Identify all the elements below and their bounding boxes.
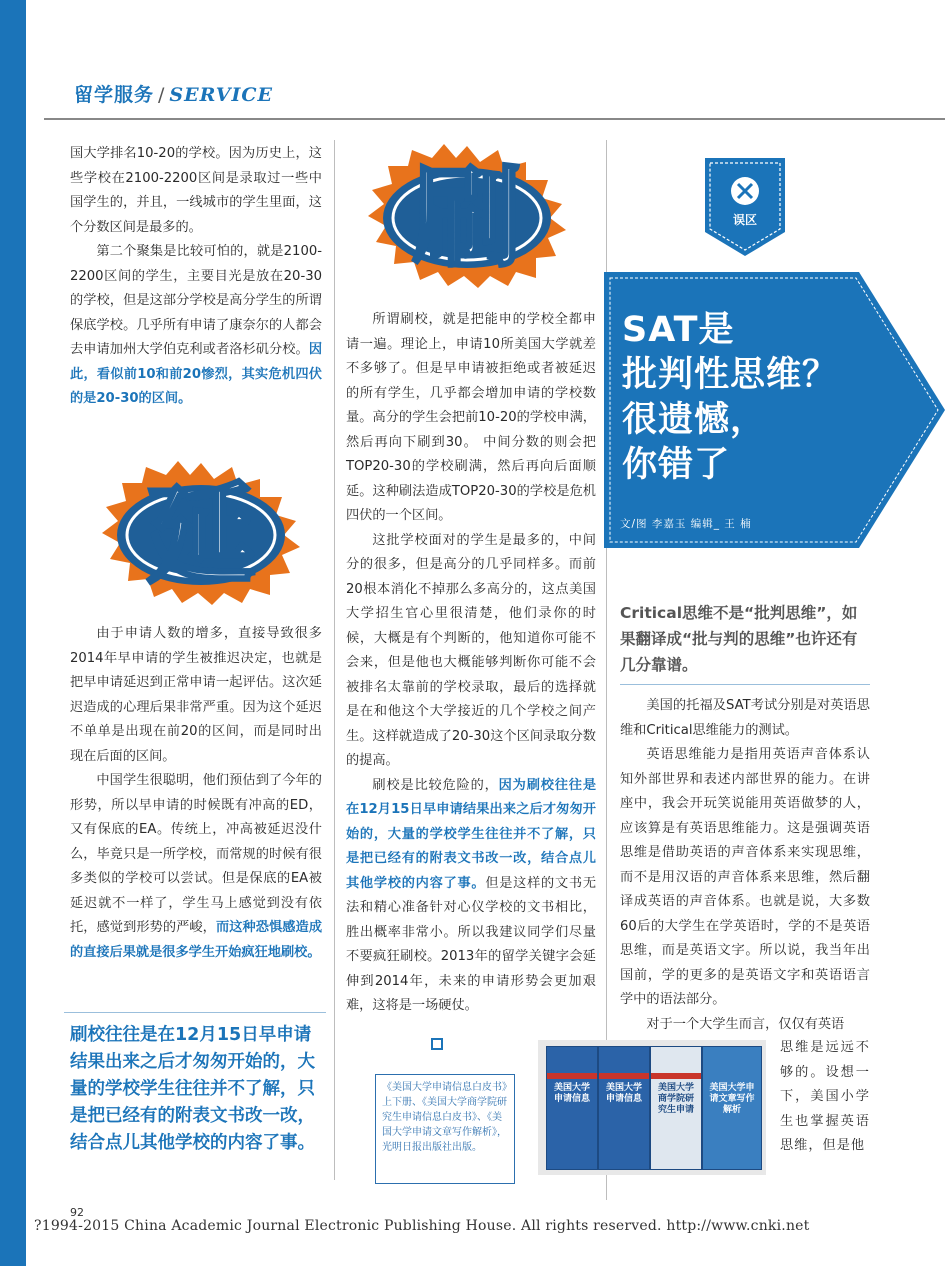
col1-p2-highlight: 因此，看似前10和前20惨烈，其实危机四伏的是20-30的区间。 [70, 342, 322, 406]
pull-quote: 刷校往往是在12月15日早申请结果出来之后才匆匆开始的，大量的学校学生往往并不了解，只是把已经有的附表文书改一改，结合点儿其他学校的内容了事。 [70, 1025, 315, 1153]
book-4 [702, 1046, 762, 1170]
title-line-3: 很遗憾， [622, 400, 767, 440]
book-4-title: 美国大学申请文章写作解析 [709, 1083, 755, 1115]
book-2-title: 美国大学申请信息 [605, 1083, 642, 1104]
col2-paragraph-2: 这批学校面对的学生是最多的，中间分的很多，但是高分的几乎同样多。而前20根本消化不掉那么多高分的，这点美国大学招生官心里很清楚，他们录你的时候，大概是有个判断的，他知道你可能不会来，但是他也大概能够判断你可能不会被排名太靠前的学校录取，最后的选择就是在和他这个大学接近的几个学校之间产生。这样就造成了20-30这个区间录取分数的提高。 [346, 532, 596, 768]
byline: 文/图 李嘉玉 编辑_ 王 楠 [620, 518, 752, 530]
shua-starburst-graphic [352, 138, 582, 288]
col1-paragraph-1: 国大学排名10-20的学校。因为历史上，这些学校在2100-2200区间是录取过一些中国学生的，并且，一线城市的学生里面，这个分数区间是最多的。 [70, 146, 322, 235]
column-3-narrow [780, 1036, 870, 1159]
book-3-title: 美国大学商学院研究生申请 [657, 1083, 694, 1115]
badge-label: 误区 [732, 213, 758, 227]
yan-starburst [86, 455, 316, 605]
book-2-stripe [599, 1073, 649, 1079]
column-3 [620, 694, 870, 1037]
book-3-stripe [651, 1073, 701, 1079]
pull-quote-rule [64, 1012, 326, 1013]
title-line-4: 你错了 [622, 445, 731, 485]
books-photo [538, 1040, 766, 1175]
column-1-bottom [70, 622, 322, 965]
section-title-cn: 留学服务 [74, 84, 155, 106]
header-rule [44, 118, 945, 120]
col3-paragraph-3-cont: 思维是远远不够的。设想一下，美国小学生也掌握英语思维，但是他 [780, 1040, 870, 1153]
yan-starburst-graphic [86, 455, 316, 605]
col2-paragraph-3 [346, 774, 596, 1019]
book-2 [598, 1046, 650, 1170]
lead-paragraph: Critical思维不是“批判思维”，如果翻译成“批与判的思维”也许还有几分靠谱。 [620, 604, 858, 674]
col2-p3-text-b: 但是这样的文书无法和精心准备针对心仪学校的文书相比，胜出概率非常小。所以我建议同学们尽量不要疯狂刷校。2013年的留学关键字会延伸到2014年，未来的申请形势会更加艰难，这将是一场硬仗。 [346, 875, 597, 1013]
col2-p3-highlight: 因为刷校往往是在12月15日早申请结果出来之后才匆匆开始的，大量的学校学生往往并不了解，只是把已经有的附表文书改一改，结合点儿其他学校的内容了事。 [346, 777, 597, 891]
book-3 [650, 1046, 702, 1170]
col1-paragraph-4 [70, 769, 322, 965]
section-title-en: SERVICE [169, 84, 273, 106]
section-header [74, 80, 273, 107]
badge-shape [705, 158, 785, 258]
book-1 [546, 1046, 598, 1170]
column-2 [346, 308, 596, 1019]
col2-paragraph-1: 所谓刷校，就是把能申的学校全都申请一遍。理论上，申请10所美国大学就差不多够了。但是早申请被拒绝或者被延迟的所有学生，几乎都会增加申请的学校数量。高分的学生会把前10-20的学校申满，然后再向下刷到30。 中间分数的则会把TOP20-30的学校刷满，然后再向后面顺延。这种刷法造成TOP20-30的学校是危机四伏的一个区间。 [346, 312, 596, 523]
col3-paragraph-1: 美国的托福及SAT考试分别是对英语思维和Critical思维能力的测试。 [620, 698, 870, 738]
title-line-2: 批判性思维？ [622, 355, 839, 395]
article-title [622, 308, 838, 488]
col1-paragraph-3: 由于申请人数的增多，直接导致很多2014年早申请的学生被推迟决定，也就是把早申请延迟到正常申请一起评估。这次延迟造成的心理后果非常严重。因为这个延迟不单单是出现在前20的区间，而是同时出现在后面的区间。 [70, 626, 322, 764]
header-slash: / [158, 84, 166, 106]
yan-char: 延 [146, 471, 256, 599]
page-number: 92 [70, 1206, 84, 1219]
shua-starburst [352, 138, 582, 288]
column-1-top [70, 142, 322, 412]
col3-paragraph-3: 对于一个大学生而言，仅仅有英语 [646, 1016, 845, 1032]
title-line-1: SAT是 [622, 310, 735, 350]
book-caption: 《美国大学申请信息白皮书》上下册、《美国大学商学院研究生申请信息白皮书》、《美国大学申请文章写作解析》，光明日报出版社出版。 [375, 1074, 515, 1184]
copyright-footer: ?1994-2015 China Academic Journal Electronic Publishing House. All rights reserved. http://www.cnki.net [34, 1218, 810, 1234]
col1-p4-text: 中国学生很聪明，他们预估到了今年的形势，所以早申请的时候既有冲高的ED，又有保底的EA。传统上，冲高被延迟没什么，毕竟只是一所学校，而常规的时候有很多类似的学校可以尝试。但是保底的EA被延迟就不一样了，学生马上感觉到没有依托，感觉到形势的严峻， [70, 773, 322, 935]
column-divider-1 [334, 140, 335, 1180]
lead-rule [620, 684, 870, 685]
book-1-title: 美国大学申请信息 [553, 1083, 590, 1104]
col1-p4-highlight: 而这种恐惧感造成的直接后果就是很多学生开始疯狂地刷校。 [70, 920, 323, 960]
col3-paragraph-2: 英语思维能力是指用英语声音体系认知外部世界和表述内部世界的能力。在讲座中，我会开玩笑说能用英语做梦的人，应该算是有英语思维能力。这是强调英语思维是借助英语的声音体系来实现思维，而不是用汉语的声音体系来思维，然后翻译成英语的声音体系。也就是说，大多数60后的大学生在学英语时，学的不是英语思维，而是英语文字。所以说，我当年出国前，学的更多的是英语文字和英语语言学中的语法部分。 [620, 747, 870, 1007]
shua-char: 刷 [412, 154, 522, 282]
col1-paragraph-2 [70, 240, 322, 412]
col2-p3-text-a: 刷校是比较危险的， [372, 777, 499, 793]
end-mark-icon [431, 1038, 443, 1050]
book-1-stripe [547, 1073, 597, 1079]
left-accent-bar [0, 0, 26, 1266]
col1-p2-text: 第二个聚集是比较可怕的，就是2100-2200区间的学生，主要目光是放在20-30的学校，但是这部分学校是高分学生的所谓保底学校。几乎所有申请了康奈尔的人都会去申请加州大学伯克利或者洛杉矶分校。 [70, 244, 322, 357]
mistake-badge [705, 158, 785, 262]
